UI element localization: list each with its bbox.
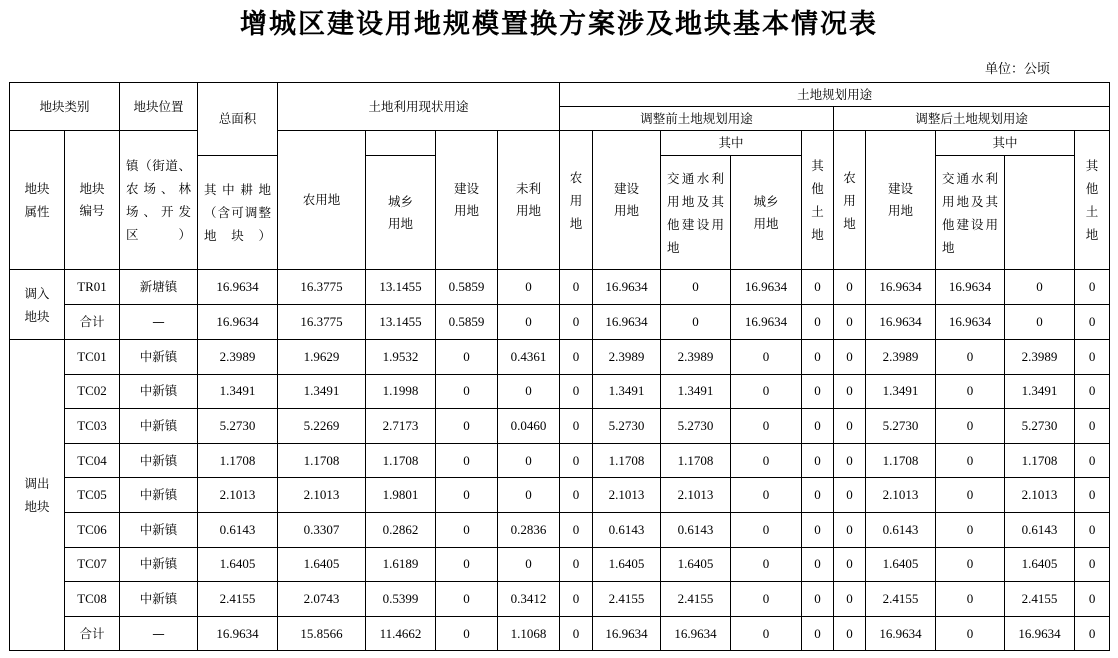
header-current-use: 土地利用现状用途 bbox=[278, 83, 560, 131]
table-row bbox=[10, 512, 1110, 547]
table-row bbox=[10, 616, 1110, 651]
value-cell: 0 bbox=[661, 270, 731, 305]
value-cell: 16.9634 bbox=[198, 270, 278, 305]
unit-label: 单位：公顷 bbox=[985, 62, 1051, 77]
value-cell: 0.6143 bbox=[866, 512, 936, 547]
value-cell: 0 bbox=[834, 270, 866, 305]
value-cell: 0 bbox=[802, 270, 834, 305]
plot-town: 中新镇 bbox=[120, 478, 198, 513]
value-cell: 0.2836 bbox=[498, 512, 560, 547]
value-cell: 0 bbox=[834, 409, 866, 444]
value-cell: 0.6143 bbox=[1005, 512, 1075, 547]
value-cell: 16.9634 bbox=[731, 270, 802, 305]
value-cell: 0 bbox=[1075, 616, 1110, 651]
value-cell: 2.1013 bbox=[866, 478, 936, 513]
plot-town: 新塘镇 bbox=[120, 270, 198, 305]
value-cell: 2.3989 bbox=[1005, 340, 1075, 375]
plot-town: 中新镇 bbox=[120, 374, 198, 409]
header-plot-attr: 地块属性 bbox=[10, 131, 65, 270]
plot-id: TR01 bbox=[65, 270, 120, 305]
value-cell: 0 bbox=[834, 547, 866, 582]
value-cell: 2.4155 bbox=[866, 582, 936, 617]
value-cell: 0 bbox=[936, 409, 1005, 444]
plot-id: 合计 bbox=[65, 616, 120, 651]
value-cell: 0.2862 bbox=[366, 512, 436, 547]
value-cell: 1.3491 bbox=[661, 374, 731, 409]
value-cell: 0 bbox=[936, 340, 1005, 375]
header-plot-location: 地块位置 bbox=[120, 83, 198, 131]
value-cell: 1.1708 bbox=[661, 443, 731, 478]
value-cell: 0.3412 bbox=[498, 582, 560, 617]
value-cell: 2.3989 bbox=[661, 340, 731, 375]
header-before-transport: 交通水利用地及其他建设用地 bbox=[661, 156, 731, 270]
land-info-table bbox=[9, 82, 1110, 651]
value-cell: 1.9629 bbox=[278, 340, 366, 375]
value-cell: 16.9634 bbox=[198, 616, 278, 651]
value-cell: 5.2730 bbox=[866, 409, 936, 444]
value-cell: 0.3307 bbox=[278, 512, 366, 547]
value-cell: 2.1013 bbox=[661, 478, 731, 513]
value-cell: 0 bbox=[731, 478, 802, 513]
plot-town: 中新镇 bbox=[120, 547, 198, 582]
value-cell: 0 bbox=[560, 443, 593, 478]
value-cell: 16.9634 bbox=[1005, 616, 1075, 651]
value-cell: 0 bbox=[936, 478, 1005, 513]
value-cell: 0 bbox=[802, 443, 834, 478]
value-cell: 1.6405 bbox=[661, 547, 731, 582]
value-cell: 0 bbox=[731, 409, 802, 444]
value-cell: 0 bbox=[936, 512, 1005, 547]
value-cell: 0 bbox=[834, 582, 866, 617]
value-cell: 16.9634 bbox=[198, 305, 278, 340]
value-cell: 16.3775 bbox=[278, 270, 366, 305]
value-cell: 16.9634 bbox=[936, 270, 1005, 305]
value-cell: 0 bbox=[1075, 582, 1110, 617]
table-row bbox=[10, 374, 1110, 409]
plot-town: 中新镇 bbox=[120, 582, 198, 617]
value-cell: 0 bbox=[436, 374, 498, 409]
value-cell: 0 bbox=[802, 409, 834, 444]
value-cell: 1.1708 bbox=[866, 443, 936, 478]
value-cell: 2.1013 bbox=[278, 478, 366, 513]
value-cell: 0 bbox=[802, 340, 834, 375]
plot-id: TC04 bbox=[65, 443, 120, 478]
value-cell: 0 bbox=[560, 616, 593, 651]
value-cell: 0 bbox=[936, 616, 1005, 651]
value-cell: 2.0743 bbox=[278, 582, 366, 617]
table-row bbox=[10, 478, 1110, 513]
header-before-other: 其他土地 bbox=[802, 131, 834, 270]
header-after-other: 其他土地 bbox=[1075, 131, 1110, 270]
value-cell: 0.4361 bbox=[498, 340, 560, 375]
value-cell: 1.1708 bbox=[366, 443, 436, 478]
value-cell: 0.5859 bbox=[436, 305, 498, 340]
value-cell: 0 bbox=[436, 582, 498, 617]
value-cell: 0 bbox=[731, 582, 802, 617]
value-cell: 2.4155 bbox=[661, 582, 731, 617]
value-cell: 16.3775 bbox=[278, 305, 366, 340]
value-cell: 0.5399 bbox=[366, 582, 436, 617]
value-cell: 0 bbox=[1075, 409, 1110, 444]
value-cell: 16.9634 bbox=[593, 616, 661, 651]
value-cell: 1.3491 bbox=[593, 374, 661, 409]
value-cell: 2.1013 bbox=[593, 478, 661, 513]
value-cell: 16.9634 bbox=[731, 305, 802, 340]
value-cell: 5.2730 bbox=[198, 409, 278, 444]
value-cell: 0 bbox=[1075, 340, 1110, 375]
value-cell: 0 bbox=[802, 305, 834, 340]
header-after-urban-rural: 城乡用地 bbox=[731, 156, 802, 270]
value-cell: 0.6143 bbox=[198, 512, 278, 547]
value-cell: 0 bbox=[834, 512, 866, 547]
value-cell: 5.2730 bbox=[1005, 409, 1075, 444]
plot-id: TC01 bbox=[65, 340, 120, 375]
value-cell: 2.3989 bbox=[866, 340, 936, 375]
value-cell: 0 bbox=[436, 340, 498, 375]
plot-id: TC06 bbox=[65, 512, 120, 547]
header-before-of-which: 其中 bbox=[661, 131, 802, 156]
value-cell: 0 bbox=[1075, 305, 1110, 340]
value-cell: 0 bbox=[436, 512, 498, 547]
header-before-adjust: 调整前土地规划用途 bbox=[560, 107, 834, 131]
plot-town: 中新镇 bbox=[120, 512, 198, 547]
value-cell: 1.3491 bbox=[866, 374, 936, 409]
header-planned-use: 土地规划用途 bbox=[560, 83, 1110, 107]
value-cell: 2.7173 bbox=[366, 409, 436, 444]
value-cell: 2.3989 bbox=[198, 340, 278, 375]
value-cell: 0 bbox=[661, 305, 731, 340]
value-cell: 1.1708 bbox=[1005, 443, 1075, 478]
value-cell: 0 bbox=[560, 547, 593, 582]
value-cell: 0 bbox=[498, 270, 560, 305]
header-plot-category: 地块类别 bbox=[10, 83, 120, 131]
value-cell: 0 bbox=[436, 409, 498, 444]
value-cell: 0 bbox=[834, 616, 866, 651]
value-cell: 0 bbox=[802, 582, 834, 617]
value-cell: 0 bbox=[802, 374, 834, 409]
value-cell: 1.3491 bbox=[198, 374, 278, 409]
value-cell: 0 bbox=[498, 478, 560, 513]
value-cell: 0.5859 bbox=[436, 270, 498, 305]
plot-id: TC05 bbox=[65, 478, 120, 513]
value-cell: 15.8566 bbox=[278, 616, 366, 651]
plot-id: TC02 bbox=[65, 374, 120, 409]
page-title: 增城区建设用地规模置换方案涉及地块基本情况表 bbox=[240, 9, 878, 40]
value-cell: 0 bbox=[802, 478, 834, 513]
value-cell: 1.1998 bbox=[366, 374, 436, 409]
header-unused: 未利用地 bbox=[498, 131, 560, 270]
value-cell: 0 bbox=[436, 443, 498, 478]
table-row bbox=[10, 582, 1110, 617]
value-cell: 0 bbox=[936, 443, 1005, 478]
value-cell: 16.9634 bbox=[593, 305, 661, 340]
value-cell: 0 bbox=[834, 340, 866, 375]
header-cultivated-top bbox=[366, 131, 436, 156]
plot-id: TC07 bbox=[65, 547, 120, 582]
value-cell: 0 bbox=[436, 616, 498, 651]
value-cell: 0 bbox=[1075, 512, 1110, 547]
value-cell: 0 bbox=[802, 512, 834, 547]
header-total-area: 总面积 bbox=[198, 83, 278, 156]
value-cell: 0 bbox=[560, 512, 593, 547]
value-cell: 0 bbox=[498, 443, 560, 478]
value-cell: 0 bbox=[1005, 305, 1075, 340]
header-before-urban-rural: 城乡用地 bbox=[366, 156, 436, 270]
value-cell: 1.9532 bbox=[366, 340, 436, 375]
table-row bbox=[10, 409, 1110, 444]
value-cell: 0 bbox=[1075, 478, 1110, 513]
value-cell: 0 bbox=[731, 547, 802, 582]
value-cell: 5.2269 bbox=[278, 409, 366, 444]
value-cell: 1.6405 bbox=[198, 547, 278, 582]
header-after-adjust: 调整后土地规划用途 bbox=[834, 107, 1110, 131]
value-cell: 1.3491 bbox=[1005, 374, 1075, 409]
header-after-construction: 建设用地 bbox=[866, 131, 936, 270]
value-cell: 2.1013 bbox=[198, 478, 278, 513]
value-cell: 2.4155 bbox=[1005, 582, 1075, 617]
value-cell: 0 bbox=[560, 374, 593, 409]
value-cell: 2.1013 bbox=[1005, 478, 1075, 513]
value-cell: 5.2730 bbox=[593, 409, 661, 444]
value-cell: 0.0460 bbox=[498, 409, 560, 444]
value-cell: 0 bbox=[560, 270, 593, 305]
plot-town: 中新镇 bbox=[120, 340, 198, 375]
value-cell: 0 bbox=[1075, 270, 1110, 305]
plot-town: — bbox=[120, 305, 198, 340]
value-cell: 0 bbox=[498, 547, 560, 582]
value-cell: 1.1708 bbox=[593, 443, 661, 478]
value-cell: 1.6405 bbox=[1005, 547, 1075, 582]
value-cell: 2.3989 bbox=[593, 340, 661, 375]
header-after-transport: 交通水利用地及其他建设用地 bbox=[936, 156, 1005, 270]
header-after-agri: 农用地 bbox=[834, 131, 866, 270]
value-cell: 0 bbox=[834, 305, 866, 340]
value-cell: 16.9634 bbox=[593, 270, 661, 305]
value-cell: 0 bbox=[731, 374, 802, 409]
value-cell: 1.9801 bbox=[366, 478, 436, 513]
table-row bbox=[10, 547, 1110, 582]
value-cell: 0 bbox=[498, 305, 560, 340]
group-label: 调出地块 bbox=[10, 340, 65, 651]
plot-town: 中新镇 bbox=[120, 443, 198, 478]
header-construction: 建设用地 bbox=[436, 131, 498, 270]
value-cell: 5.2730 bbox=[661, 409, 731, 444]
value-cell: 1.6405 bbox=[866, 547, 936, 582]
value-cell: 0 bbox=[834, 443, 866, 478]
value-cell: 1.6405 bbox=[278, 547, 366, 582]
plot-id: 合计 bbox=[65, 305, 120, 340]
header-agri: 农用地 bbox=[278, 131, 366, 270]
value-cell: 1.1068 bbox=[498, 616, 560, 651]
value-cell: 0 bbox=[834, 374, 866, 409]
value-cell: 0 bbox=[936, 582, 1005, 617]
value-cell: 0 bbox=[560, 478, 593, 513]
table-row bbox=[10, 340, 1110, 375]
value-cell: 0 bbox=[731, 340, 802, 375]
value-cell: 0 bbox=[1075, 443, 1110, 478]
value-cell: 1.1708 bbox=[278, 443, 366, 478]
value-cell: 0 bbox=[498, 374, 560, 409]
value-cell: 0 bbox=[560, 582, 593, 617]
value-cell: 13.1455 bbox=[366, 305, 436, 340]
value-cell: 16.9634 bbox=[936, 305, 1005, 340]
header-town: 镇（街道、农场、林场、开发区） bbox=[120, 131, 198, 270]
table-row bbox=[10, 270, 1110, 305]
value-cell: 16.9634 bbox=[866, 305, 936, 340]
value-cell: 16.9634 bbox=[661, 616, 731, 651]
header-before-agri: 农用地 bbox=[560, 131, 593, 270]
plot-id: TC08 bbox=[65, 582, 120, 617]
value-cell: 0 bbox=[560, 409, 593, 444]
plot-id: TC03 bbox=[65, 409, 120, 444]
header-after-of-which: 其中 bbox=[936, 131, 1075, 156]
header-before-construction: 建设用地 bbox=[593, 131, 661, 270]
plot-town: 中新镇 bbox=[120, 409, 198, 444]
value-cell: 0.6143 bbox=[593, 512, 661, 547]
header-plot-no: 地块编号 bbox=[65, 131, 120, 270]
value-cell: 1.3491 bbox=[278, 374, 366, 409]
value-cell: 0 bbox=[1075, 374, 1110, 409]
value-cell: 2.4155 bbox=[593, 582, 661, 617]
header-cultivated: 其中耕地（含可调整地块） bbox=[198, 156, 278, 270]
table-row bbox=[10, 443, 1110, 478]
value-cell: 0 bbox=[936, 374, 1005, 409]
value-cell: 0 bbox=[731, 616, 802, 651]
table-row bbox=[10, 305, 1110, 340]
value-cell: 0 bbox=[936, 547, 1005, 582]
value-cell: 0 bbox=[731, 512, 802, 547]
plot-town: — bbox=[120, 616, 198, 651]
value-cell: 1.6189 bbox=[366, 547, 436, 582]
value-cell: 0 bbox=[802, 616, 834, 651]
value-cell: 0 bbox=[1005, 270, 1075, 305]
value-cell: 0 bbox=[834, 478, 866, 513]
value-cell: 0 bbox=[1075, 547, 1110, 582]
value-cell: 13.1455 bbox=[366, 270, 436, 305]
value-cell: 0 bbox=[802, 547, 834, 582]
value-cell: 2.4155 bbox=[198, 582, 278, 617]
value-cell: 0 bbox=[731, 443, 802, 478]
value-cell: 0 bbox=[436, 478, 498, 513]
value-cell: 0 bbox=[560, 305, 593, 340]
group-label: 调入地块 bbox=[10, 270, 65, 340]
value-cell: 11.4662 bbox=[366, 616, 436, 651]
value-cell: 0 bbox=[560, 340, 593, 375]
value-cell: 0.6143 bbox=[661, 512, 731, 547]
value-cell: 0 bbox=[436, 547, 498, 582]
value-cell: 16.9634 bbox=[866, 616, 936, 651]
value-cell: 16.9634 bbox=[866, 270, 936, 305]
value-cell: 1.1708 bbox=[198, 443, 278, 478]
value-cell: 1.6405 bbox=[593, 547, 661, 582]
